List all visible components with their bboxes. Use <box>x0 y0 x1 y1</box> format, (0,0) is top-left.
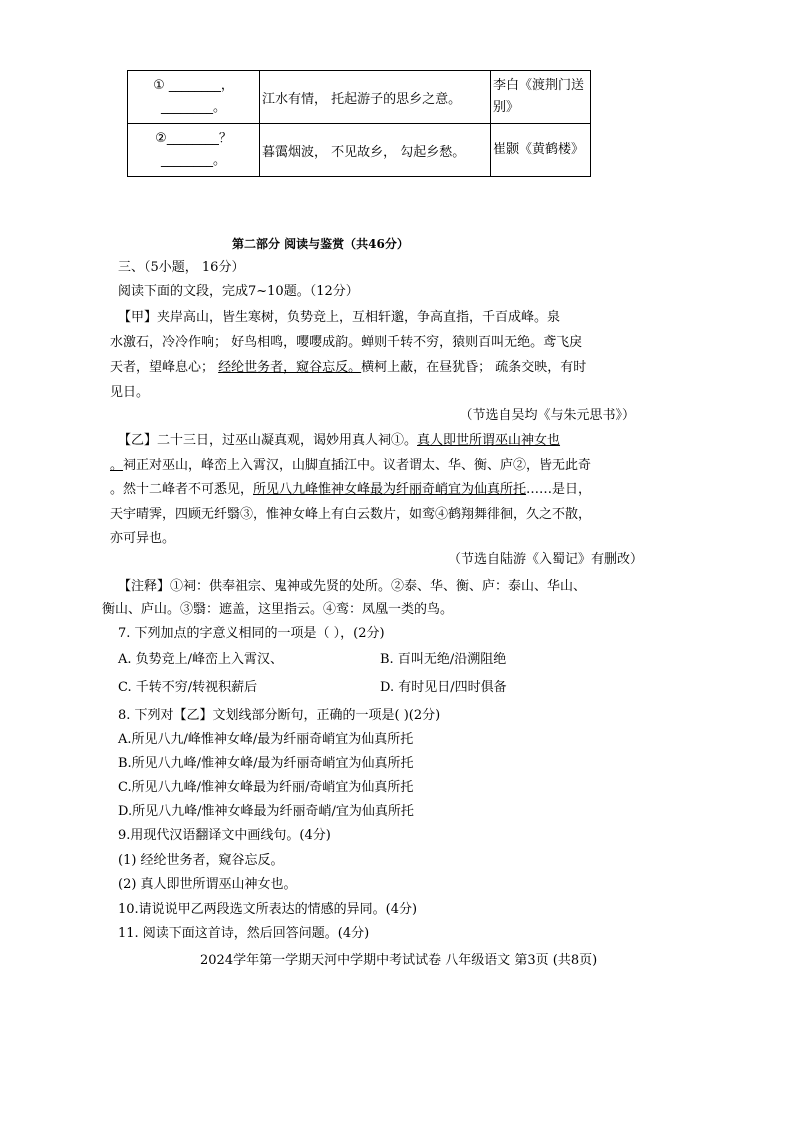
passage-yi-line: 天宇晴霁，四顾无纤翳③，惟神女峰上有白云数片，如鸾④鹤翔舞徘徊，久之不散， <box>110 507 592 522</box>
passage-yi-line: 。然十二峰者不可悉见，所见八九峰惟神女峰最为纤丽奇峭宜为仙真所托……是日， <box>110 482 592 497</box>
source-cell: 李白《渡荆门送 别》 <box>491 71 591 124</box>
option-b: B. 百叫无绝/沿溯阻绝 <box>380 652 507 667</box>
question-10: 10.请说说甲乙两段选文所表达的情感的异同。(4分) <box>118 902 418 917</box>
question-8: 8. 下列对【乙】文划线部分断句，正确的一项是( )(2分) <box>118 708 441 723</box>
source-cell: 崔颢《黄鹤楼》 <box>491 124 591 177</box>
option-c: C. 千转不穷/转视积薪后 <box>118 680 258 695</box>
meaning-cell: 暮霭烟波， 不见故乡， 勾起乡愁。 <box>260 124 491 177</box>
option-d: D. 有时见日/四时俱备 <box>380 680 507 695</box>
option-b: B.所见八九峰/惟神女峰/最为纤丽奇峭宜为仙真所托 <box>118 756 414 771</box>
underlined-sentence: 经纶世务者，窥谷忘反。 <box>218 360 362 375</box>
underlined-sentence: 真人即世所谓巫山神女也 <box>417 433 561 448</box>
passage-jia-line: 天者，望峰息心； 经纶世务者，窥谷忘反。横柯上蔽，在昼犹昏； 疏条交映，有时 <box>110 360 587 375</box>
passage-jia-line: 见日。 <box>110 385 150 400</box>
passage-jia-line: 水激石，冷冷作响； 好鸟相鸣，嘤嘤成韵。蝉则千转不穷，猿则百叫无绝。鸢飞戾 <box>110 335 583 350</box>
option-a: A. 负势竞上/峰峦上入霄汉、 <box>118 652 284 667</box>
poem-table <box>127 70 591 177</box>
table-row <box>128 124 591 177</box>
question-7: 7. 下列加点的字意义相同的一项是（ ），(2分) <box>118 626 385 641</box>
part-heading: 三、（5小题， 16分） <box>118 260 245 275</box>
blank-line: ________。 <box>160 100 226 115</box>
blank-line: ________。 <box>160 153 226 168</box>
passage-jia-line: 【甲】夹岸高山，皆生寒树，负势竞上，互相轩邈，争高直指，千百成峰。泉 <box>118 310 561 325</box>
table-row <box>128 71 591 124</box>
meaning-cell: 江水有情， 托起游子的思乡之意。 <box>260 71 491 124</box>
question-9-item: (2) 真人即世所谓巫山神女也。 <box>118 877 297 892</box>
option-a: A.所见八九/峰惟神女峰/最为纤丽奇峭宜为仙真所托 <box>118 732 414 747</box>
instruction: 阅读下面的文段，完成7~10题。（12分） <box>118 284 359 299</box>
question-11: 11. 阅读下面这首诗，然后回答问题。(4分) <box>118 926 370 941</box>
option-d: D.所见八九峰/惟神女峰最为纤丽奇峭/宜为仙真所托 <box>118 804 414 819</box>
passage-yi-line: 。祠正对巫山，峰峦上入霄汉，山脚直插江中。议者谓太、华、衡、庐②，皆无此奇 <box>110 458 592 473</box>
passage-yi-line: 【乙】二十三日，过巫山凝真观，谒妙用真人祠①。真人即世所谓巫山神女也 <box>118 433 561 448</box>
section-title: 第二部分 阅读与鉴赏（共46分） <box>232 237 409 251</box>
page-footer: 2024学年第一学期天河中学期中考试试卷 八年级语文 第3页 (共8页) <box>200 953 598 968</box>
underlined-sentence: 所见八九峰惟神女峰最为纤丽奇峭宜为仙真所托 <box>253 482 527 497</box>
blank-line: ②________？ <box>155 131 232 146</box>
blank-line: ① ________， <box>153 78 234 93</box>
question-9: 9.用现代汉语翻译文中画线句。(4分) <box>118 828 331 843</box>
passage-source: （节选自吴均《与朱元思书》） <box>459 408 635 423</box>
passage-yi-line: 亦可异也。 <box>110 531 176 546</box>
blank-cell <box>128 124 260 177</box>
question-9-item: (1) 经纶世务者，窥谷忘反。 <box>118 853 284 868</box>
notes-line: 衡山、庐山。③翳：遮盖，这里指云。④鸾：凤凰一类的鸟。 <box>102 602 454 617</box>
passage-source: （节选自陆游《入蜀记》有删改） <box>447 552 643 567</box>
option-c: C.所见八九峰/惟神女峰最为纤丽/奇峭宜为仙真所托 <box>118 780 414 795</box>
blank-cell <box>128 71 260 124</box>
notes-line: 【注释】①祠：供奉祖宗、鬼神或先贤的处所。②泰、华、衡、庐：泰山、华山、 <box>118 579 587 594</box>
